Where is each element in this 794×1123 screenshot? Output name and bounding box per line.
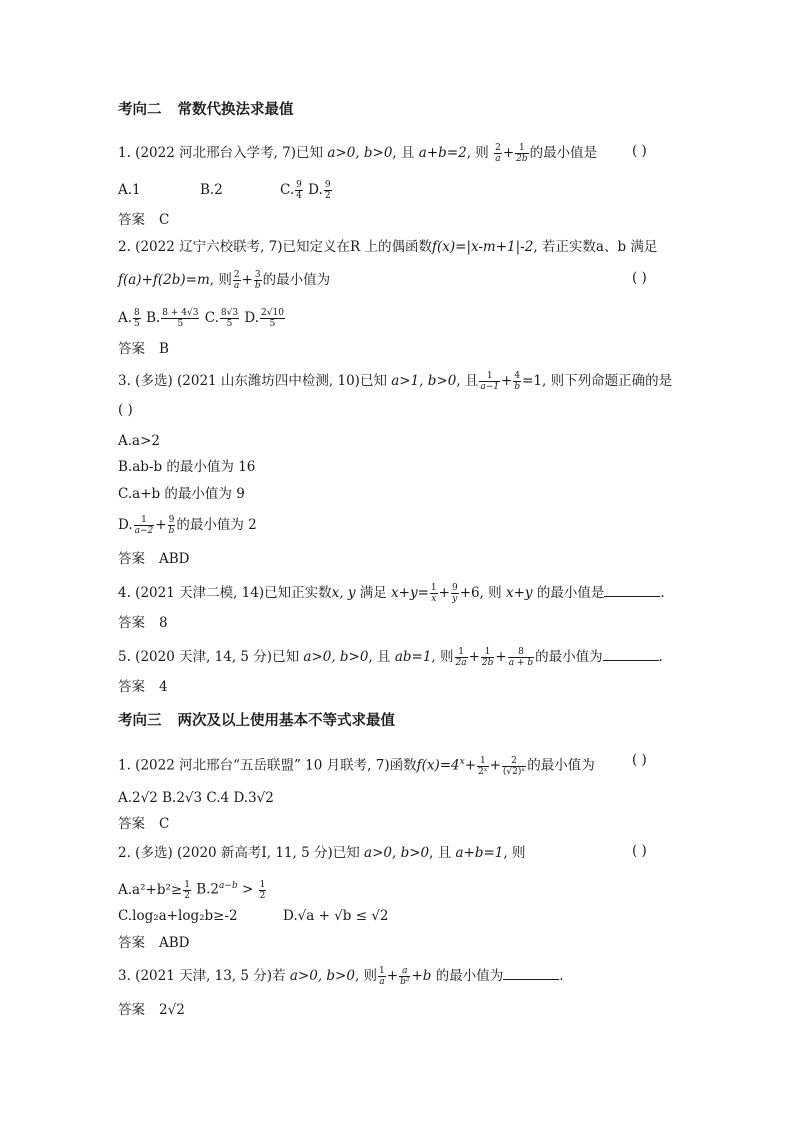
question-5: 5. (2020 天津, 14, 5 分)已知 a>0, b>0, 且 ab=1, 则 $\frac{1}{2a}$ + $\frac{1}{2b}$ + $\frac{8}{a + b}$ 的最小值为 . <box>118 647 663 668</box>
answer-blank <box>604 584 660 597</box>
question-1: 1. (2022 河北邢台入学考, 7)已知 a>0, b>0, 且 a+b=2, 则 $\frac{2}{a}$ + $\frac{1}{2b}$ 的最小值是 <box>118 143 598 164</box>
answer-5: 答案 4 <box>118 679 168 695</box>
answer-2: 答案 B <box>118 341 169 357</box>
question-3-paren: ( ) <box>118 402 133 418</box>
option-b: B.2√3 <box>162 790 203 806</box>
answer-value: ABD <box>159 935 190 951</box>
question-r1: 1. (2022 河北邢台“五岳联盟” 10 月联考, 7)函数$f(x)=4^x+$ $\frac{1}{\text{2ˣ}}$ + $\frac{2}{\text{(√2)ˣ}}$ 的最小值为 <box>118 755 595 777</box>
section-label: 考向二 <box>118 102 162 118</box>
option-d: D.√a + √b ≤ √2 <box>283 908 389 924</box>
option-d: D. $\frac{9}{2}$ <box>308 180 331 201</box>
option-c: C. $\frac{9}{4}$ <box>280 180 302 201</box>
answer-paren: ( ) <box>632 843 647 859</box>
section-heading-3 <box>118 711 395 731</box>
answer-paren: ( ) <box>632 270 647 286</box>
option-a: A.2√2 <box>118 790 158 806</box>
answer-blank <box>503 967 559 980</box>
option-b: B.2 <box>200 182 223 198</box>
answer-1: 答案 C <box>118 212 170 228</box>
question-r2: 2. (多选) (2020 新高考Ⅰ, 11, 5 分)已知 a>0, b>0, 且 a+b=1, 则 <box>118 845 526 861</box>
answer-3: 答案 ABD <box>118 551 190 567</box>
option-d: D. $\frac{1}{a-2}$ + $\frac{9}{b}$ 的最小值为 2 <box>118 515 257 536</box>
answer-r2: 答案 ABD <box>118 935 190 951</box>
option-c: C.4 <box>206 790 230 806</box>
answer-value: 4 <box>159 679 168 695</box>
question-r3: 3. (2021 天津, 13, 5 分)若 a>0, b>0, 则 $\frac{1}{a}$ + $\frac{a}{\text{b²}}$ +b 的最小值为 . <box>118 966 564 987</box>
option-a: A.1 <box>118 182 141 198</box>
answer-value: 8 <box>159 615 168 631</box>
answer-paren: ( ) <box>632 143 647 159</box>
answer-blank <box>603 648 659 661</box>
option-b: $B.2^{a-b}$ > $\frac{1}{2}$ <box>196 879 266 901</box>
option-d: D. $\frac{2√10}{5}$ <box>244 308 284 329</box>
section-label: 考向三 <box>118 713 162 729</box>
option-c: C. $\frac{8√3}{5}$ <box>204 308 239 329</box>
option-c: C.log₂a+log₂b≥-2 <box>118 908 238 924</box>
question-2-line2: f(a)+f(2b)=m, 则 $\frac{2}{a}$ + $\frac{3}{b}$ 的最小值为 <box>118 270 331 291</box>
option-a: A. $\frac{8}{5}$ <box>118 308 140 329</box>
question-4: 4. (2021 天津二模, 14)已知正实数x, y 满足 x+y= $\frac{1}{x}$ + $\frac{9}{y}$ +6, 则 x+y 的最小值是 . <box>118 583 665 604</box>
option-a: A.a>2 <box>118 433 160 449</box>
answer-r1: 答案 C <box>118 816 170 832</box>
fraction: $\frac{1}{2b}$ <box>516 143 528 164</box>
question-r2-options-ab <box>118 876 267 901</box>
question-3: 3. (多选) (2021 山东潍坊四中检测, 10)已知 a>1, b>0, 且 $\frac{1}{a-1}$ + $\frac{4}{b}$ =1, 则下列命题正确的是 <box>118 371 673 392</box>
fraction: $\frac{2}{a}$ <box>495 143 501 164</box>
answer-r3: 答案 2√2 <box>118 1002 185 1018</box>
section-heading-2 <box>118 100 294 120</box>
option-b: B.ab-b 的最小值为 16 <box>118 459 256 475</box>
question-1-options <box>118 180 333 201</box>
answer-paren: ( ) <box>632 752 647 768</box>
answer-value: 2√2 <box>159 1002 185 1018</box>
section-subtitle: 常数代换法求最值 <box>177 102 294 118</box>
answer-value: C <box>159 212 170 228</box>
section-subtitle: 两次及以上使用基本不等式求最值 <box>177 713 395 729</box>
option-c: C.a+b 的最小值为 9 <box>118 486 245 502</box>
answer-value: ABD <box>159 551 190 567</box>
answer-4: 答案 8 <box>118 615 168 631</box>
option-b: B. $\frac{8 + 4√3}{5}$ <box>146 308 199 329</box>
answer-value: B <box>159 341 169 357</box>
question-2: 2. (2022 辽宁六校联考, 7)已知定义在R 上的偶函数f(x)=|x-m+1|-2, 若正实数a、b 满足 <box>118 239 658 255</box>
question-r1-options <box>118 788 274 808</box>
option-d: D.3√2 <box>233 790 274 806</box>
question-2-options <box>118 308 286 329</box>
question-r2-options-cd <box>118 906 389 926</box>
answer-value: C <box>159 816 170 832</box>
option-a: A.a²+b²≥ $\frac{1}{2}$ <box>118 879 190 901</box>
